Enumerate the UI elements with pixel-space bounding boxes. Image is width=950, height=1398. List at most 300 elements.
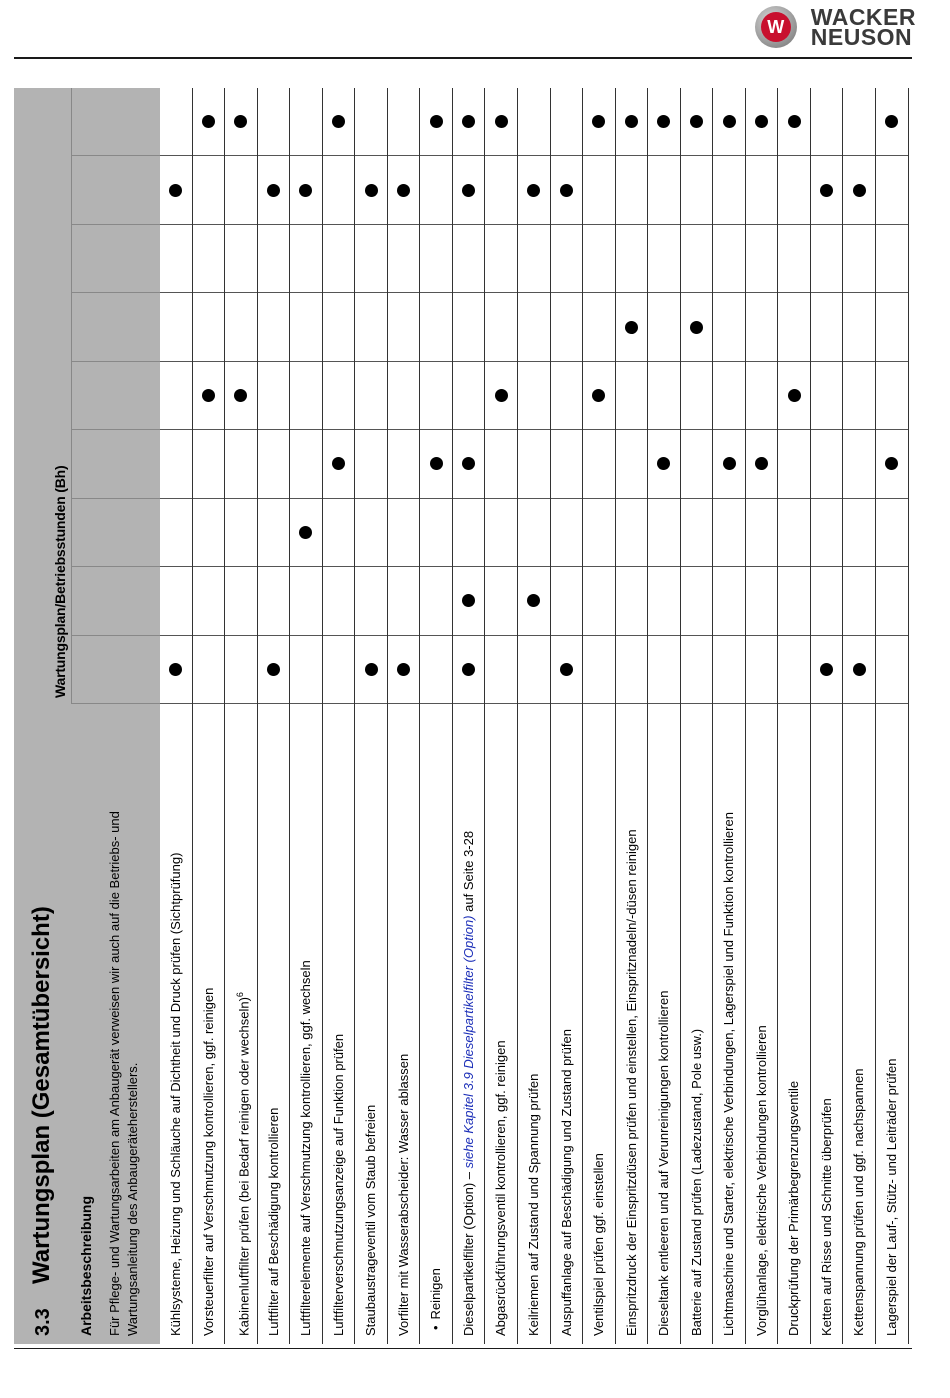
header-rule (14, 57, 912, 59)
required-dot-icon (365, 663, 378, 676)
required-dot-icon (657, 115, 670, 128)
interval-cell (746, 362, 778, 430)
required-dot-icon (560, 184, 573, 197)
interval-cell (648, 293, 680, 361)
required-dot-icon (625, 115, 638, 128)
interval-cell (225, 499, 257, 567)
interval-cell (843, 88, 875, 156)
required-dot-icon (820, 663, 833, 676)
interval-cell (876, 157, 908, 225)
interval-cell (648, 430, 680, 498)
interval-cell (681, 88, 713, 156)
table-row (616, 88, 649, 1344)
task-text: Luftfilterelemente auf Verschmutzung kontrollieren, ggf. wechseln (298, 960, 314, 1336)
interval-cell (290, 567, 322, 635)
task-description (551, 704, 583, 1344)
interval-cell (388, 499, 420, 567)
interval-cell (876, 636, 908, 704)
interval-cell (551, 499, 583, 567)
interval-cell (713, 293, 745, 361)
required-dot-icon (723, 115, 736, 128)
required-dot-icon (299, 184, 312, 197)
interval-cell (876, 430, 908, 498)
table-row (713, 88, 746, 1344)
interval-cell (290, 362, 322, 430)
required-dot-icon (299, 526, 312, 539)
task-description (681, 704, 713, 1344)
table-row (843, 88, 876, 1344)
interval-cell (713, 567, 745, 635)
interval-cell (160, 157, 192, 225)
section-title: Wartungsplan (Gesamtübersicht) (28, 906, 55, 1284)
interval-cell (811, 636, 843, 704)
required-dot-icon (234, 115, 247, 128)
interval-cell (518, 499, 550, 567)
task-text: Dieselpartikelfilter (Option) – (460, 1168, 476, 1336)
interval-cell (681, 225, 713, 293)
interval-cell (778, 499, 810, 567)
interval-cell (388, 567, 420, 635)
brand-wordmark (810, 4, 916, 50)
table-row (876, 88, 909, 1344)
interval-cell (485, 225, 517, 293)
task-description (160, 704, 192, 1344)
interval-cell (518, 567, 550, 635)
interval-cell (160, 567, 192, 635)
required-dot-icon (560, 663, 573, 676)
interval-cell (843, 362, 875, 430)
table-row (160, 88, 193, 1344)
task-text: Ketten auf Risse und Schnitte überprüfen (818, 1098, 834, 1336)
required-dot-icon (690, 115, 703, 128)
interval-cell (518, 293, 550, 361)
interval-header (72, 567, 160, 635)
interval-cell (778, 293, 810, 361)
interval-cell (290, 293, 322, 361)
interval-cell (258, 567, 290, 635)
interval-cell (746, 430, 778, 498)
interval-cell (583, 225, 615, 293)
interval-cell (485, 88, 517, 156)
interval-cells (681, 88, 713, 704)
interval-cells (713, 88, 745, 704)
interval-cell (355, 499, 387, 567)
interval-cells (648, 88, 680, 704)
task-text: Lichtmaschine und Starter, elektrische Verbindungen, Lagerspiel und Funktion kontrollieren (721, 812, 737, 1336)
interval-cell (290, 225, 322, 293)
interval-cell (648, 157, 680, 225)
interval-cell (616, 362, 648, 430)
interval-cell (876, 293, 908, 361)
interval-cell (388, 157, 420, 225)
table-row (453, 88, 486, 1344)
interval-cell (746, 499, 778, 567)
interval-cells (258, 88, 290, 704)
required-dot-icon (495, 389, 508, 402)
interval-cell (843, 157, 875, 225)
interval-cell (193, 567, 225, 635)
interval-cell (713, 636, 745, 704)
interval-cell (453, 567, 485, 635)
interval-cell (551, 567, 583, 635)
task-description (876, 704, 908, 1344)
task-description (193, 704, 225, 1344)
interval-cell (225, 430, 257, 498)
interval-cell (193, 88, 225, 156)
task-description (453, 704, 485, 1344)
task-text: Kabinenluftfilter prüfen (bei Bedarf reinigen oder wechseln) (236, 997, 252, 1336)
interval-cell (355, 225, 387, 293)
table-row (778, 88, 811, 1344)
task-text: Kettenspannung prüfen und ggf. nachspannen (851, 1068, 867, 1336)
interval-cell (420, 157, 452, 225)
interval-cell (811, 430, 843, 498)
interval-cell (225, 567, 257, 635)
interval-cell (811, 293, 843, 361)
task-description (616, 704, 648, 1344)
interval-cell (323, 293, 355, 361)
required-dot-icon (267, 663, 280, 676)
interval-cell (518, 636, 550, 704)
interval-cell (843, 499, 875, 567)
interval-cell (583, 362, 615, 430)
task-text: Dieseltank entleeren und auf Verunreinigungen kontrollieren (656, 990, 672, 1336)
interval-cell (778, 430, 810, 498)
interval-cell (648, 225, 680, 293)
interval-cell (616, 636, 648, 704)
interval-cell (485, 430, 517, 498)
interval-cell (420, 499, 452, 567)
interval-cell (843, 567, 875, 635)
table-row (323, 88, 356, 1344)
interval-cell (258, 636, 290, 704)
interval-cell (843, 430, 875, 498)
interval-cell (681, 636, 713, 704)
interval-cells (811, 88, 843, 704)
required-dot-icon (527, 594, 540, 607)
interval-cell (746, 636, 778, 704)
interval-cells (746, 88, 778, 704)
table-row (420, 88, 453, 1344)
interval-cell (193, 225, 225, 293)
interval-header (72, 88, 160, 156)
interval-cell (811, 362, 843, 430)
interval-cell (160, 636, 192, 704)
interval-cell (518, 430, 550, 498)
interval-cells (843, 88, 875, 704)
interval-cell (388, 636, 420, 704)
interval-cells (193, 88, 225, 704)
required-dot-icon (527, 184, 540, 197)
interval-cell (778, 567, 810, 635)
interval-cell (453, 157, 485, 225)
interval-cell (453, 88, 485, 156)
task-description (290, 704, 322, 1344)
interval-cell (778, 225, 810, 293)
footer-rule (14, 1348, 912, 1349)
interval-cell (160, 499, 192, 567)
interval-cell (355, 567, 387, 635)
interval-cell (290, 636, 322, 704)
interval-header (72, 225, 160, 293)
interval-cell (160, 225, 192, 293)
interval-cell (778, 636, 810, 704)
interval-cells (778, 88, 810, 704)
interval-cells (485, 88, 517, 704)
task-description (843, 704, 875, 1344)
required-dot-icon (755, 115, 768, 128)
interval-cell (290, 88, 322, 156)
chapter-link[interactable]: siehe Kapitel 3.9 Dieselpartikelfilter (Option) (460, 915, 476, 1169)
task-text: Batterie auf Zustand prüfen (Ladezustand, Pole usw.) (688, 1028, 704, 1336)
interval-header (72, 430, 160, 498)
interval-cell (778, 157, 810, 225)
required-dot-icon (885, 457, 898, 470)
task-text: Ventilspiel prüfen ggf. einstellen (591, 1153, 607, 1336)
task-description (225, 704, 257, 1344)
wacker-neuson-emblem-icon (755, 6, 797, 48)
interval-cell (713, 88, 745, 156)
task-text: Vorglühanlage, elektrische Verbindungen kontrollieren (753, 1025, 769, 1336)
interval-cell (323, 157, 355, 225)
task-text: Auspuffanlage auf Beschädigung und Zustand prüfen (558, 1029, 574, 1336)
interval-cell (420, 430, 452, 498)
footnote-marker: 6 (235, 992, 246, 998)
interval-cell (583, 430, 615, 498)
interval-cell (453, 225, 485, 293)
interval-cell (551, 430, 583, 498)
task-description (388, 704, 420, 1344)
interval-cell (713, 225, 745, 293)
interval-cells (388, 88, 420, 704)
interval-header (72, 293, 160, 361)
interval-cell (583, 293, 615, 361)
interval-cells (453, 88, 485, 704)
table-row (290, 88, 323, 1344)
required-dot-icon (885, 115, 898, 128)
description-header (72, 704, 160, 1344)
bullet-icon: • (428, 1325, 444, 1330)
task-text: Abgasrückführungsventil kontrollieren, ggf. reinigen (493, 1040, 509, 1336)
task-text: Staubaustrageventil vom Staub befreien (363, 1104, 379, 1336)
maintenance-table (14, 88, 906, 1344)
interval-cell (778, 88, 810, 156)
required-dot-icon (430, 457, 443, 470)
task-text: Vorfilter mit Wasserabscheider: Wasser ablassen (395, 1053, 411, 1336)
interval-cell (681, 362, 713, 430)
interval-cell (193, 157, 225, 225)
interval-cell (648, 567, 680, 635)
interval-cell (713, 430, 745, 498)
required-dot-icon (365, 184, 378, 197)
task-description (258, 704, 290, 1344)
interval-cell (420, 293, 452, 361)
interval-cell (323, 636, 355, 704)
table-row (746, 88, 779, 1344)
task-text: Lagerspiel der Lauf-, Stütz- und Leiträder prüfen (884, 1058, 900, 1336)
task-description (746, 704, 778, 1344)
interval-cell (485, 293, 517, 361)
required-dot-icon (462, 115, 475, 128)
interval-cells (616, 88, 648, 704)
interval-cell (551, 636, 583, 704)
interval-cell (388, 362, 420, 430)
interval-cell (258, 499, 290, 567)
task-text: Druckprüfung der Primärbegrenzungsventile (786, 1080, 802, 1336)
interval-cell (258, 293, 290, 361)
task-text: Reinigen (428, 1268, 444, 1320)
required-dot-icon (430, 115, 443, 128)
interval-cell (583, 636, 615, 704)
task-description (323, 704, 355, 1344)
interval-cell (193, 293, 225, 361)
task-description (713, 704, 745, 1344)
interval-cell (681, 293, 713, 361)
interval-cell (258, 88, 290, 156)
interval-cell (160, 362, 192, 430)
interval-cell (355, 293, 387, 361)
interval-cells (225, 88, 257, 704)
required-dot-icon (657, 457, 670, 470)
interval-cell (453, 362, 485, 430)
interval-cell (616, 88, 648, 156)
interval-cell (616, 430, 648, 498)
interval-cell (876, 567, 908, 635)
task-description (485, 704, 517, 1344)
interval-cells (160, 88, 192, 704)
required-dot-icon (820, 184, 833, 197)
task-description (648, 704, 680, 1344)
schedule-label: Wartungsplan/Betriebsstunden (Bh) (52, 465, 68, 698)
brand-line-2: NEUSON (810, 24, 913, 50)
interval-cell (193, 636, 225, 704)
interval-cell (485, 636, 517, 704)
table-row (518, 88, 551, 1344)
interval-cell (258, 225, 290, 293)
interval-cell (518, 362, 550, 430)
required-dot-icon (592, 389, 605, 402)
interval-cell (258, 430, 290, 498)
interval-cell (323, 499, 355, 567)
interval-cell (355, 157, 387, 225)
interval-cell (355, 88, 387, 156)
interval-cell (778, 362, 810, 430)
interval-cell (160, 88, 192, 156)
brand-line-1: WACKER (810, 4, 916, 30)
task-text-suffix: auf Seite 3-28 (460, 830, 476, 916)
interval-cell (811, 157, 843, 225)
description-text: Für Pflege- und Wartungsarbeiten am Anbaugerät verweisen wir auch auf die Betriebs- und Wartungsanleitung des Anbaugeräteherstellers. (107, 811, 140, 1336)
interval-cell (583, 88, 615, 156)
interval-cell (811, 225, 843, 293)
interval-cell (811, 88, 843, 156)
interval-cell (876, 362, 908, 430)
interval-header (72, 157, 160, 225)
interval-cell (583, 157, 615, 225)
interval-cell (746, 225, 778, 293)
interval-cell (551, 88, 583, 156)
required-dot-icon (234, 389, 247, 402)
task-text: Vorsteuerfilter auf Verschmutzung kontrollieren, ggf. reinigen (200, 987, 216, 1336)
interval-cell (225, 293, 257, 361)
interval-cell (616, 499, 648, 567)
interval-cell (323, 225, 355, 293)
interval-cell (485, 157, 517, 225)
required-dot-icon (267, 184, 280, 197)
interval-cell (453, 293, 485, 361)
interval-cell (616, 157, 648, 225)
interval-cell (225, 362, 257, 430)
interval-cell (420, 88, 452, 156)
task-description (518, 704, 550, 1344)
interval-header (72, 636, 160, 704)
required-dot-icon (853, 663, 866, 676)
interval-cell (160, 430, 192, 498)
interval-cell (616, 293, 648, 361)
required-dot-icon (755, 457, 768, 470)
interval-cell (876, 88, 908, 156)
table-row (811, 88, 844, 1344)
table-row (388, 88, 421, 1344)
task-text: Luftfilter auf Beschädigung kontrollieren (265, 1107, 281, 1336)
interval-cells (420, 88, 452, 704)
interval-cell (420, 362, 452, 430)
schedule-header (14, 88, 72, 704)
interval-cell (453, 636, 485, 704)
interval-cell (453, 430, 485, 498)
required-dot-icon (462, 184, 475, 197)
interval-cells (290, 88, 322, 704)
interval-cell (323, 567, 355, 635)
interval-cell (225, 636, 257, 704)
interval-cell (290, 430, 322, 498)
required-dot-icon (723, 457, 736, 470)
interval-cell (420, 636, 452, 704)
interval-cell (290, 157, 322, 225)
required-dot-icon (202, 389, 215, 402)
interval-cell (518, 225, 550, 293)
required-dot-icon (202, 115, 215, 128)
interval-cell (648, 88, 680, 156)
interval-cells (551, 88, 583, 704)
task-description (355, 704, 387, 1344)
interval-cell (876, 225, 908, 293)
table-row (583, 88, 616, 1344)
interval-cell (323, 362, 355, 430)
interval-cell (876, 499, 908, 567)
interval-cell (193, 362, 225, 430)
interval-cell (681, 157, 713, 225)
interval-cell (551, 362, 583, 430)
interval-cell (453, 499, 485, 567)
interval-cell (681, 499, 713, 567)
table-row (485, 88, 518, 1344)
interval-cell (583, 499, 615, 567)
interval-cell (518, 157, 550, 225)
task-description (420, 704, 452, 1344)
interval-cell (746, 293, 778, 361)
table-row (681, 88, 714, 1344)
task-text: Einspritzdruck der Einspritzdüsen prüfen und einstellen, Einspritznadeln/-düsen reinigen (623, 829, 639, 1336)
interval-cell (551, 225, 583, 293)
interval-cells (876, 88, 908, 704)
interval-header (72, 362, 160, 430)
required-dot-icon (169, 184, 182, 197)
required-dot-icon (788, 389, 801, 402)
required-dot-icon (169, 663, 182, 676)
interval-cell (225, 157, 257, 225)
interval-cell (258, 157, 290, 225)
